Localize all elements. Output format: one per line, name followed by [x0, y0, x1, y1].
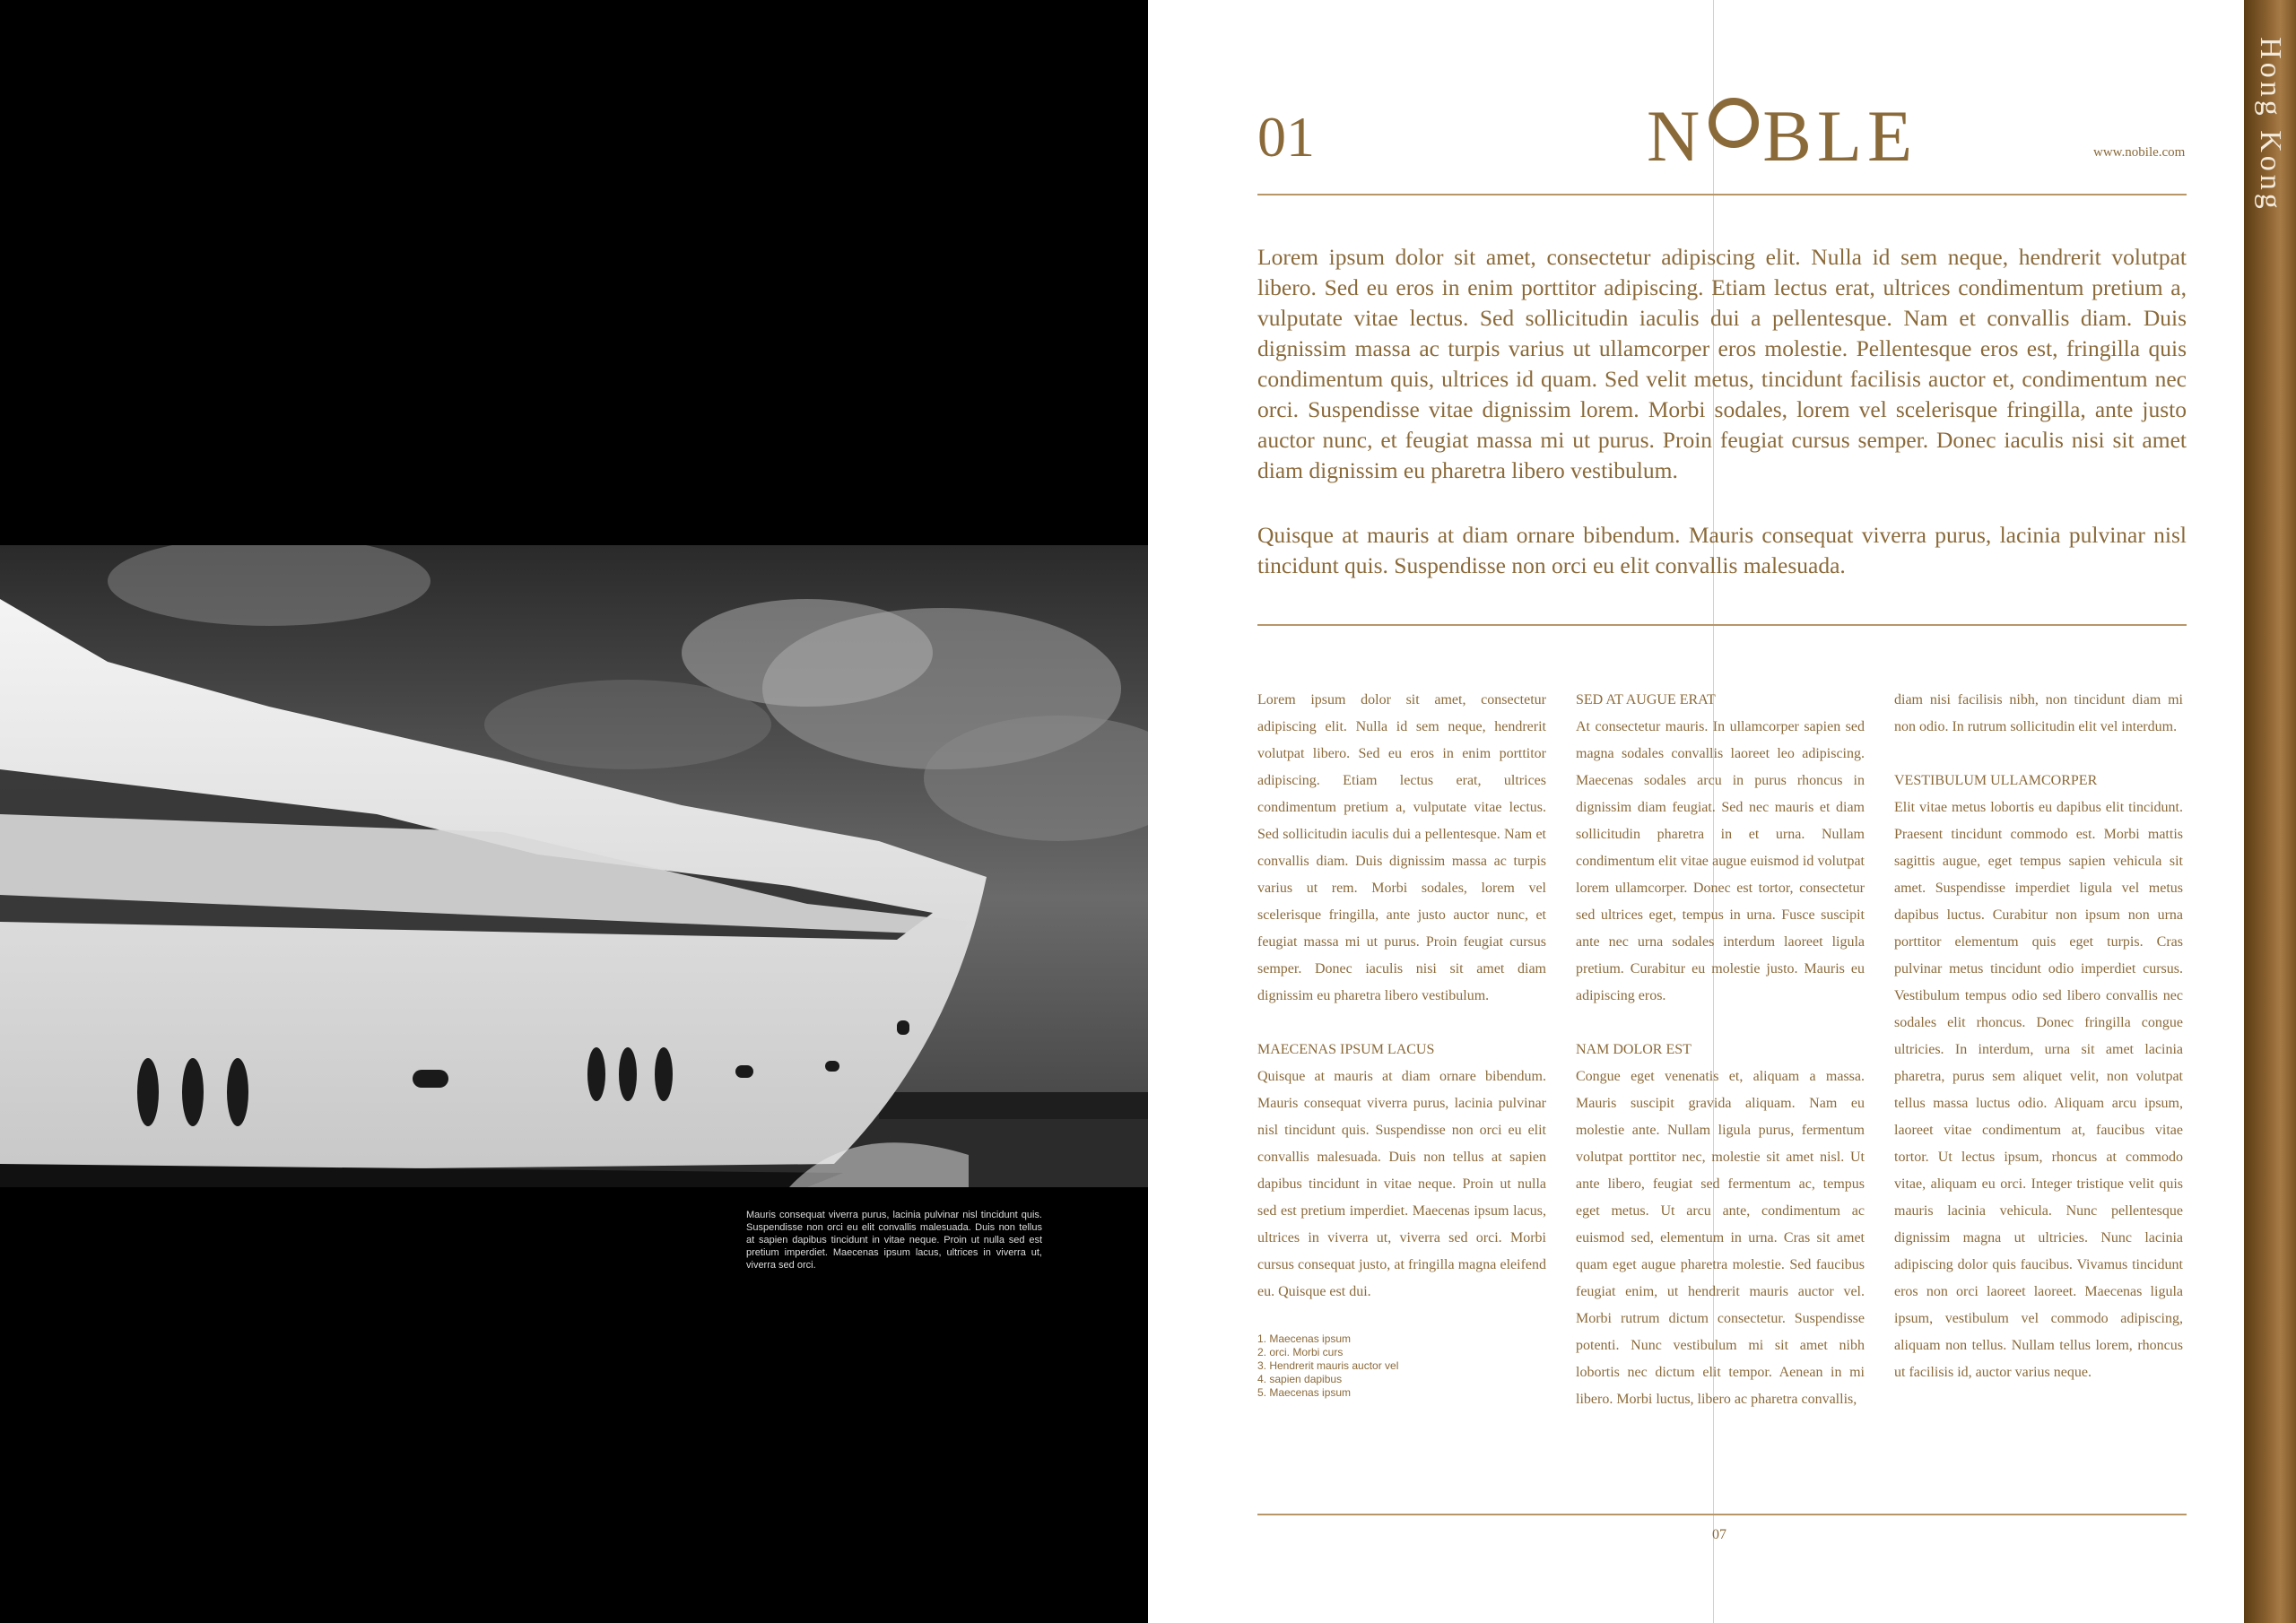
spine-label: Hong Kong: [2254, 37, 2287, 213]
intro-rule: [1257, 624, 2187, 626]
photo-caption: Mauris consequat viverra purus, lacinia pulvinar nisl tincidunt quis. Suspendisse non orci eu elit convallis malesuada. Duis non tellus at sapien dapibus tincidunt in vitae neque. Proin ut nulla sed est pretium imperdiet. Maecenas ipsum lacus, ultrices in viverra ut, viverra sed orci.: [746, 1210, 1042, 1271]
column-2-heading: SED AT AUGUE ERAT: [1576, 692, 1716, 707]
header-rule: [1257, 194, 2187, 195]
intro-paragraph-1: Lorem ipsum dolor sit amet, consectetur adipiscing elit. Nulla id sem neque, hendrerit volutpat libero. Sed eu eros in enim porttitor adipiscing. Etiam lectus erat, ultrices condimentum pretium a, vulputate vitae lectus. Sed sollicitudin iaculis dui a pellentesque. Nam et convallis diam. Duis dignissim massa ac turpis varius ut ullamcorper eros molestie. Pellentesque eros est, fringilla quis condimentum quis, ultrices id quam. Sed velit metus, tincidunt facilisis auctor et, condimentum nec orci. Suspendisse vitae dignissim lorem. Morbi sodales, lorem vel scelerisque fringilla, ante justo auctor nunc, et feugiat massa mi ut purus. Proin feugiat cursus semper. Donec iaculis nisi sit amet diam dignissim eu pharetra libero vestibulum.: [1257, 244, 2187, 483]
column-2-paragraph-2: Congue eget venenatis et, aliquam a massa. Mauris suscipit gravida aliquam. Nam eu molestie ante. Nullam ligula purus, fermentum volutpat porttitor nec, molestie sit amet nisl. Ut ante libero, feugiat sed fermentum ac, tempus eget metus. Ut arcu ante, condimentum ac euismod sed, elementum in urna. Cras sit amet quam eget augue pharetra molestie. Sed faucibus feugiat enim, ut hendrerit mauris auctor vel. Morbi rutrum dictum consectetur. Suspendisse potenti. Nunc vestibulum mi sit amet nibh lobortis nec dictum elit tempor. Aenean in mi libero. Morbi luctus, libero ac pharetra convallis,: [1576, 1069, 1865, 1407]
section-number: 01: [1257, 105, 1315, 169]
footnote-list: [1257, 1332, 1546, 1400]
column-3-paragraph: diam nisi facilisis nibh, non tincidunt diam mi non odio. In rutrum sollicitudin elit vel interdum.: [1894, 692, 2183, 734]
footer-rule: [1257, 1514, 2187, 1515]
column-1-paragraph-2: Quisque at mauris at diam ornare bibendum. Mauris consequat viverra purus, lacinia pulvinar nisl tincidunt quis. Suspendisse non orci eu elit convallis malesuada. Duis non tellus at sapien dapibus tincidunt in vitae neque. Proin ut nulla sed est pretium imperdiet. Maecenas ipsum lacus, ultrices in viverra ut, viverra sed orci. Morbi cursus consequat justo, at fringilla magna eleifend eu. Quisque est dui.: [1257, 1069, 1546, 1299]
yacht-illustration: [0, 545, 1148, 1187]
footnote-item: 1. Maecenas ipsum: [1257, 1332, 1352, 1345]
column-1-paragraph: Lorem ipsum dolor sit amet, consectetur adipiscing elit. Nulla id sem neque, hendrerit volutpat libero. Sed eu eros in enim porttitor adipiscing. Etiam lectus erat, ultrices condimentum pretium a, vulputate vitae lectus. Sed sollicitudin iaculis dui a pellentesque. Nam et convallis diam. Duis dignissim massa ac turpis varius ut rem. Morbi sodales, lorem vel scelerisque fringilla, ante justo auctor nunc, et feugiat massa mi ut purus. Proin feugiat cursus semper. Donec iaculis nisi sit amet diam dignissim eu pharetra libero vestibulum.: [1257, 692, 1546, 1003]
logo-ring-icon: [1709, 98, 1759, 148]
logo-letters-left: N: [1647, 95, 1706, 177]
column-3: [1894, 687, 2183, 1386]
footnote-item: 2. orci. Morbi curs: [1257, 1346, 1344, 1358]
intro-paragraph-2: Quisque at mauris at diam ornare bibendum. Mauris consequat viverra purus, lacinia pulvinar nisl tincidunt quis. Suspendisse non orci eu elit convallis malesuada.: [1257, 522, 2187, 578]
page-number: 07: [1712, 1527, 1726, 1542]
noble-logo: [1647, 97, 1918, 176]
column-3-paragraph-2: Elit vitae metus lobortis eu dapibus elit tincidunt. Praesent tincidunt commodo est. Morbi mattis sagittis augue, eget tempus sapien vehicula sit amet. Suspendisse imperdiet ligula vel metus dapibus luctus. Curabitur non ipsum non urna porttitor elementum quis eget turpis. Cras pulvinar metus tincidunt odio imperdiet cursus. Vestibulum tempus odio sed libero convallis nec sodales elit rhoncus. Donec fringilla congue ultricies. In interdum, urna sit amet lacinia pharetra, purus sem aliquet velit, non volutpat tellus massa luctus odio. Aliquam arcu ipsum, laoreet vitae condimentum at, faucibus vitae tortor. Ut lectus ipsum, rhoncus at commodo vitae, aliquam eu orci. Integer tristique velit quis mauris lacinia vehicula. Nunc pellentesque dignissim magna ut ultricies. Nunc lacinia adipiscing dolor quis faucibus. Vivamus tincidunt eros non orci laoreet laoreet. Maecenas ligula ipsum, vestibulum vel commodo adipiscing, aliquam non tellus. Nullam tellus lorem, rhoncus ut facilisis id, auctor varius neque.: [1894, 800, 2183, 1380]
spine-band: [2244, 0, 2296, 1623]
column-1: [1257, 687, 1546, 1400]
footnote-item: 5. Maecenas ipsum: [1257, 1386, 1352, 1399]
footnote-item: 3. Hendrerit mauris auctor vel: [1257, 1359, 1399, 1372]
column-3-heading: VESTIBULUM ULLAMCORPER: [1894, 773, 2098, 788]
column-2-heading-2: NAM DOLOR EST: [1576, 1042, 1692, 1057]
yacht-photo: [0, 545, 1148, 1187]
column-2: [1576, 687, 1865, 1413]
column-2-paragraph: At consectetur mauris. In ullamcorper sapien sed magna sodales convallis laoreet leo adipiscing. Maecenas sodales arcu in purus rhoncus in dignissim diam feugiat. Sed nec mauris et diam sollicitudin pharetra in et urna. Nullam condimentum elit vitae augue euismod id volutpat lorem ullamcorper. Donec est tortor, consectetur sed ultrices eget, tempus in urna. Fusce suscipit ante nec urna sodales interdum laoreet ligula pretium. Curabitur eu molestie justo. Mauris eu adipiscing eros.: [1576, 719, 1865, 1003]
logo-letters-right: BLE: [1762, 95, 1918, 177]
website-url[interactable]: www.nobile.com: [2093, 145, 2186, 160]
footnote-item: 4. sapien dapibus: [1257, 1373, 1343, 1385]
column-1-heading: MAECENAS IPSUM LACUS: [1257, 1042, 1435, 1057]
